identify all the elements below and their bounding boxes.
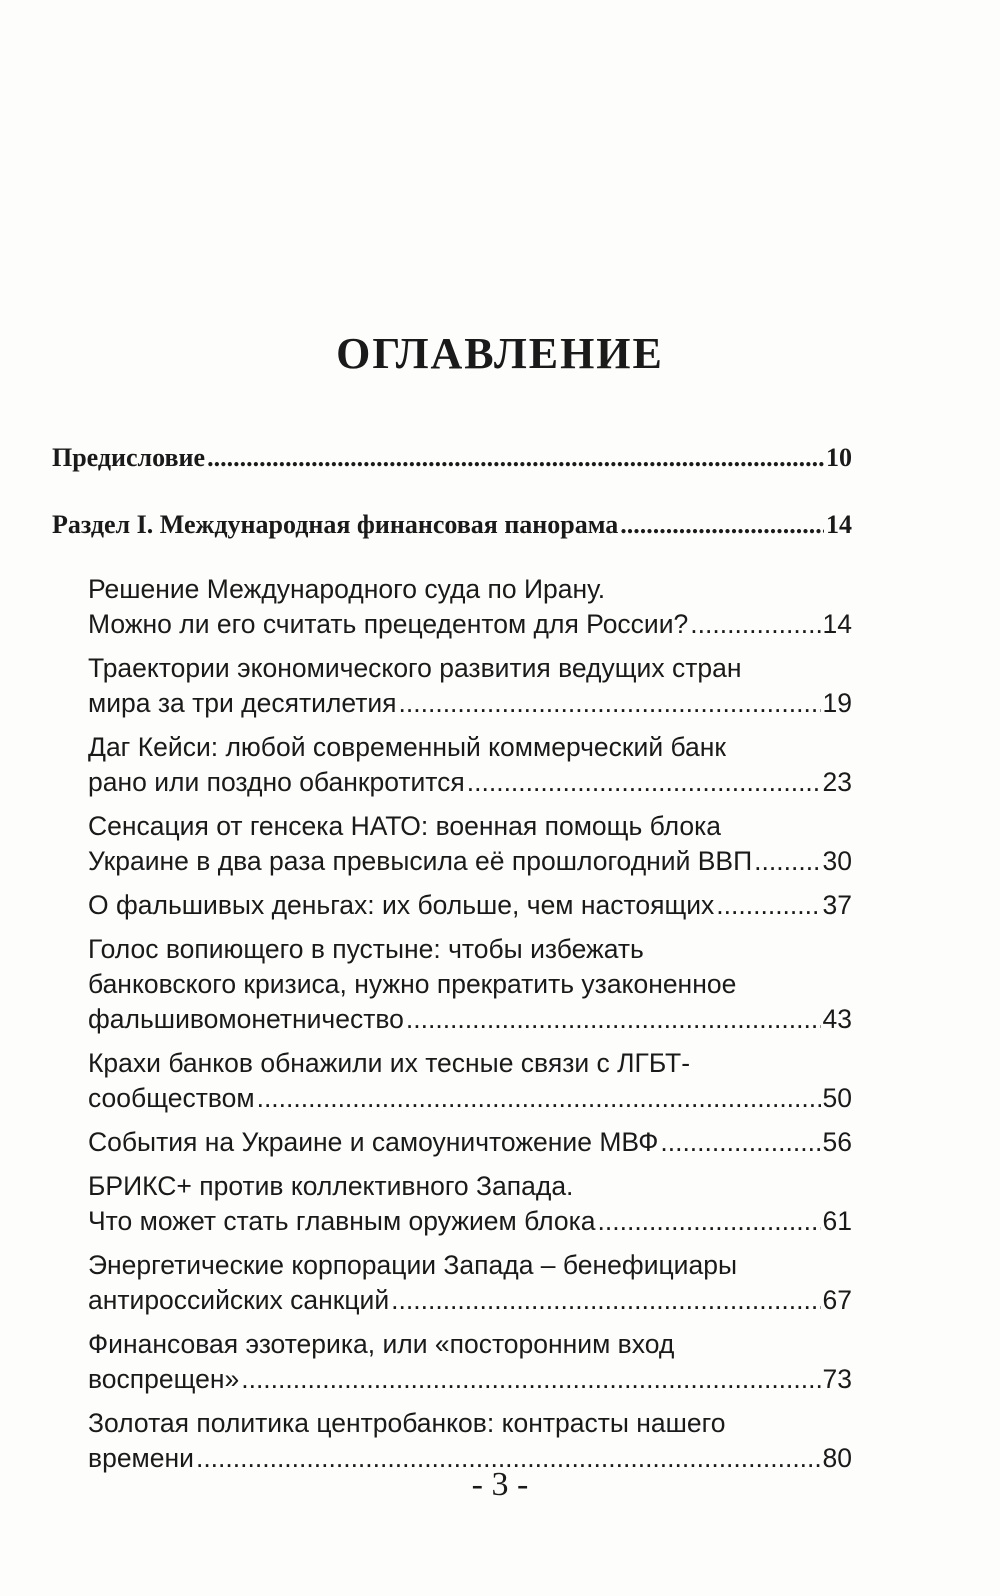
toc-entry-text: Финансовая эзотерика, или «посторонним вход — [88, 1329, 675, 1359]
toc-entry[interactable] — [52, 507, 852, 542]
page-title: ОГЛАВЛЕНИЕ — [336, 329, 664, 378]
toc-entry-line — [88, 730, 852, 765]
toc-page-number: 30 — [822, 846, 852, 876]
dot-leader — [620, 507, 824, 542]
toc-page-number: 14 — [826, 510, 852, 539]
toc-entry-text: БРИКС+ против коллективного Запада. — [88, 1171, 574, 1201]
toc-page-number: 19 — [822, 688, 852, 718]
toc-page-number: 37 — [822, 890, 852, 920]
dot-leader — [598, 1204, 821, 1239]
toc-page-number: 43 — [822, 1004, 852, 1034]
dot-leader — [241, 1362, 820, 1397]
dot-leader — [406, 1002, 821, 1037]
toc-entry[interactable] — [52, 1169, 852, 1239]
toc-entry-text: воспрещен» — [88, 1364, 240, 1394]
toc-entry[interactable] — [52, 1046, 852, 1116]
toc-page-number: 56 — [822, 1127, 852, 1157]
toc-entry[interactable] — [52, 1327, 852, 1397]
toc-entry-line — [88, 1204, 852, 1239]
dot-leader — [207, 440, 824, 475]
toc-entry-text: Предисловие — [52, 443, 206, 472]
dot-leader — [467, 765, 821, 800]
toc-entry-text: времени — [88, 1443, 194, 1473]
toc-entry-line — [88, 1327, 852, 1362]
dot-leader — [257, 1081, 821, 1116]
dot-leader — [399, 686, 821, 721]
toc-entry-line — [88, 1169, 852, 1204]
toc-entry[interactable] — [52, 440, 852, 475]
toc-page-number: 73 — [822, 1364, 852, 1394]
toc-entry-line — [88, 967, 852, 1002]
toc-page-number: 61 — [822, 1206, 852, 1236]
toc-entry-line — [88, 607, 852, 642]
toc-entry-line — [88, 651, 852, 686]
toc-entry-text: Что может стать главным оружием блока — [88, 1206, 596, 1236]
toc-entry-line — [88, 686, 852, 721]
toc-entry-text: Раздел I. Международная финансовая панорама — [52, 510, 619, 539]
toc-entry-text: Даг Кейси: любой современный коммерческий банк — [88, 732, 727, 762]
toc-entry-line — [88, 932, 852, 967]
toc-page-number: 50 — [822, 1083, 852, 1113]
toc-page-number: 23 — [822, 767, 852, 797]
toc-entry-line — [88, 1081, 852, 1116]
toc-entry-text: антироссийских санкций — [88, 1285, 390, 1315]
toc-entry-text: рано или поздно обанкротится — [88, 767, 465, 797]
toc-page-number: 10 — [826, 443, 852, 472]
toc-entry-text: Украине в два раза превысила её прошлогодний ВВП — [88, 846, 753, 876]
toc-entry-text: Энергетические корпорации Запада – бенефициары — [88, 1250, 738, 1280]
toc-entry-text: События на Украине и самоуничтожение МВФ — [88, 1127, 659, 1157]
toc-entry[interactable] — [52, 809, 852, 879]
dot-leader — [660, 1125, 820, 1160]
toc-entry-line — [88, 1046, 852, 1081]
toc-entry-line — [88, 1362, 852, 1397]
toc-page-number: 14 — [822, 609, 852, 639]
toc-entry-text: Решение Международного суда по Ирану. — [88, 574, 606, 604]
dot-leader — [716, 888, 820, 923]
toc-entry-line — [88, 1125, 852, 1160]
toc-entry[interactable] — [52, 1125, 852, 1160]
page-number: - 3 - — [471, 1466, 529, 1503]
dot-leader — [391, 1283, 820, 1318]
toc-entry-line — [88, 1283, 852, 1318]
toc-entry-line — [88, 1406, 852, 1441]
dot-leader — [690, 607, 820, 642]
toc-entry-text: Траектории экономического развития ведущих стран — [88, 653, 742, 683]
toc-entry-text: Можно ли его считать прецедентом для России? — [88, 609, 689, 639]
toc-entry-text: фальшивомонетничество — [88, 1004, 404, 1034]
toc-entry[interactable] — [52, 1248, 852, 1318]
toc-entry-line — [52, 440, 852, 475]
toc-page-number: 80 — [822, 1443, 852, 1473]
toc-entry-line — [88, 1248, 852, 1283]
toc-entry-text: Сенсация от генсека НАТО: военная помощь блока — [88, 811, 722, 841]
toc-entry[interactable] — [52, 730, 852, 800]
toc-entry-line — [88, 765, 852, 800]
toc-entry-line — [88, 888, 852, 923]
toc-entry-text: мира за три десятилетия — [88, 688, 397, 718]
toc-entry[interactable] — [52, 888, 852, 923]
toc-entry-line — [88, 844, 852, 879]
toc-entry-line — [52, 507, 852, 542]
toc-entry-text: Крахи банков обнажили их тесные связи с ЛГБТ- — [88, 1048, 691, 1078]
toc-entry-text: О фальшивых деньгах: их больше, чем настоящих — [88, 890, 715, 920]
toc-entry[interactable] — [52, 572, 852, 642]
toc-entry-text: банковского кризиса, нужно прекратить узаконенное — [88, 969, 737, 999]
toc-entry[interactable] — [52, 932, 852, 1037]
toc-entry-line — [88, 809, 852, 844]
toc-entry-text: Голос вопиющего в пустыне: чтобы избежать — [88, 934, 644, 964]
toc-entry-line — [88, 572, 852, 607]
toc-page-number: 67 — [822, 1285, 852, 1315]
dot-leader — [754, 844, 820, 879]
table-of-contents — [52, 440, 852, 1485]
toc-entry[interactable] — [52, 651, 852, 721]
toc-entry-text: Золотая политика центробанков: контрасты нашего — [88, 1408, 726, 1438]
toc-entry-text: сообществом — [88, 1083, 255, 1113]
toc-entry-line — [88, 1002, 852, 1037]
